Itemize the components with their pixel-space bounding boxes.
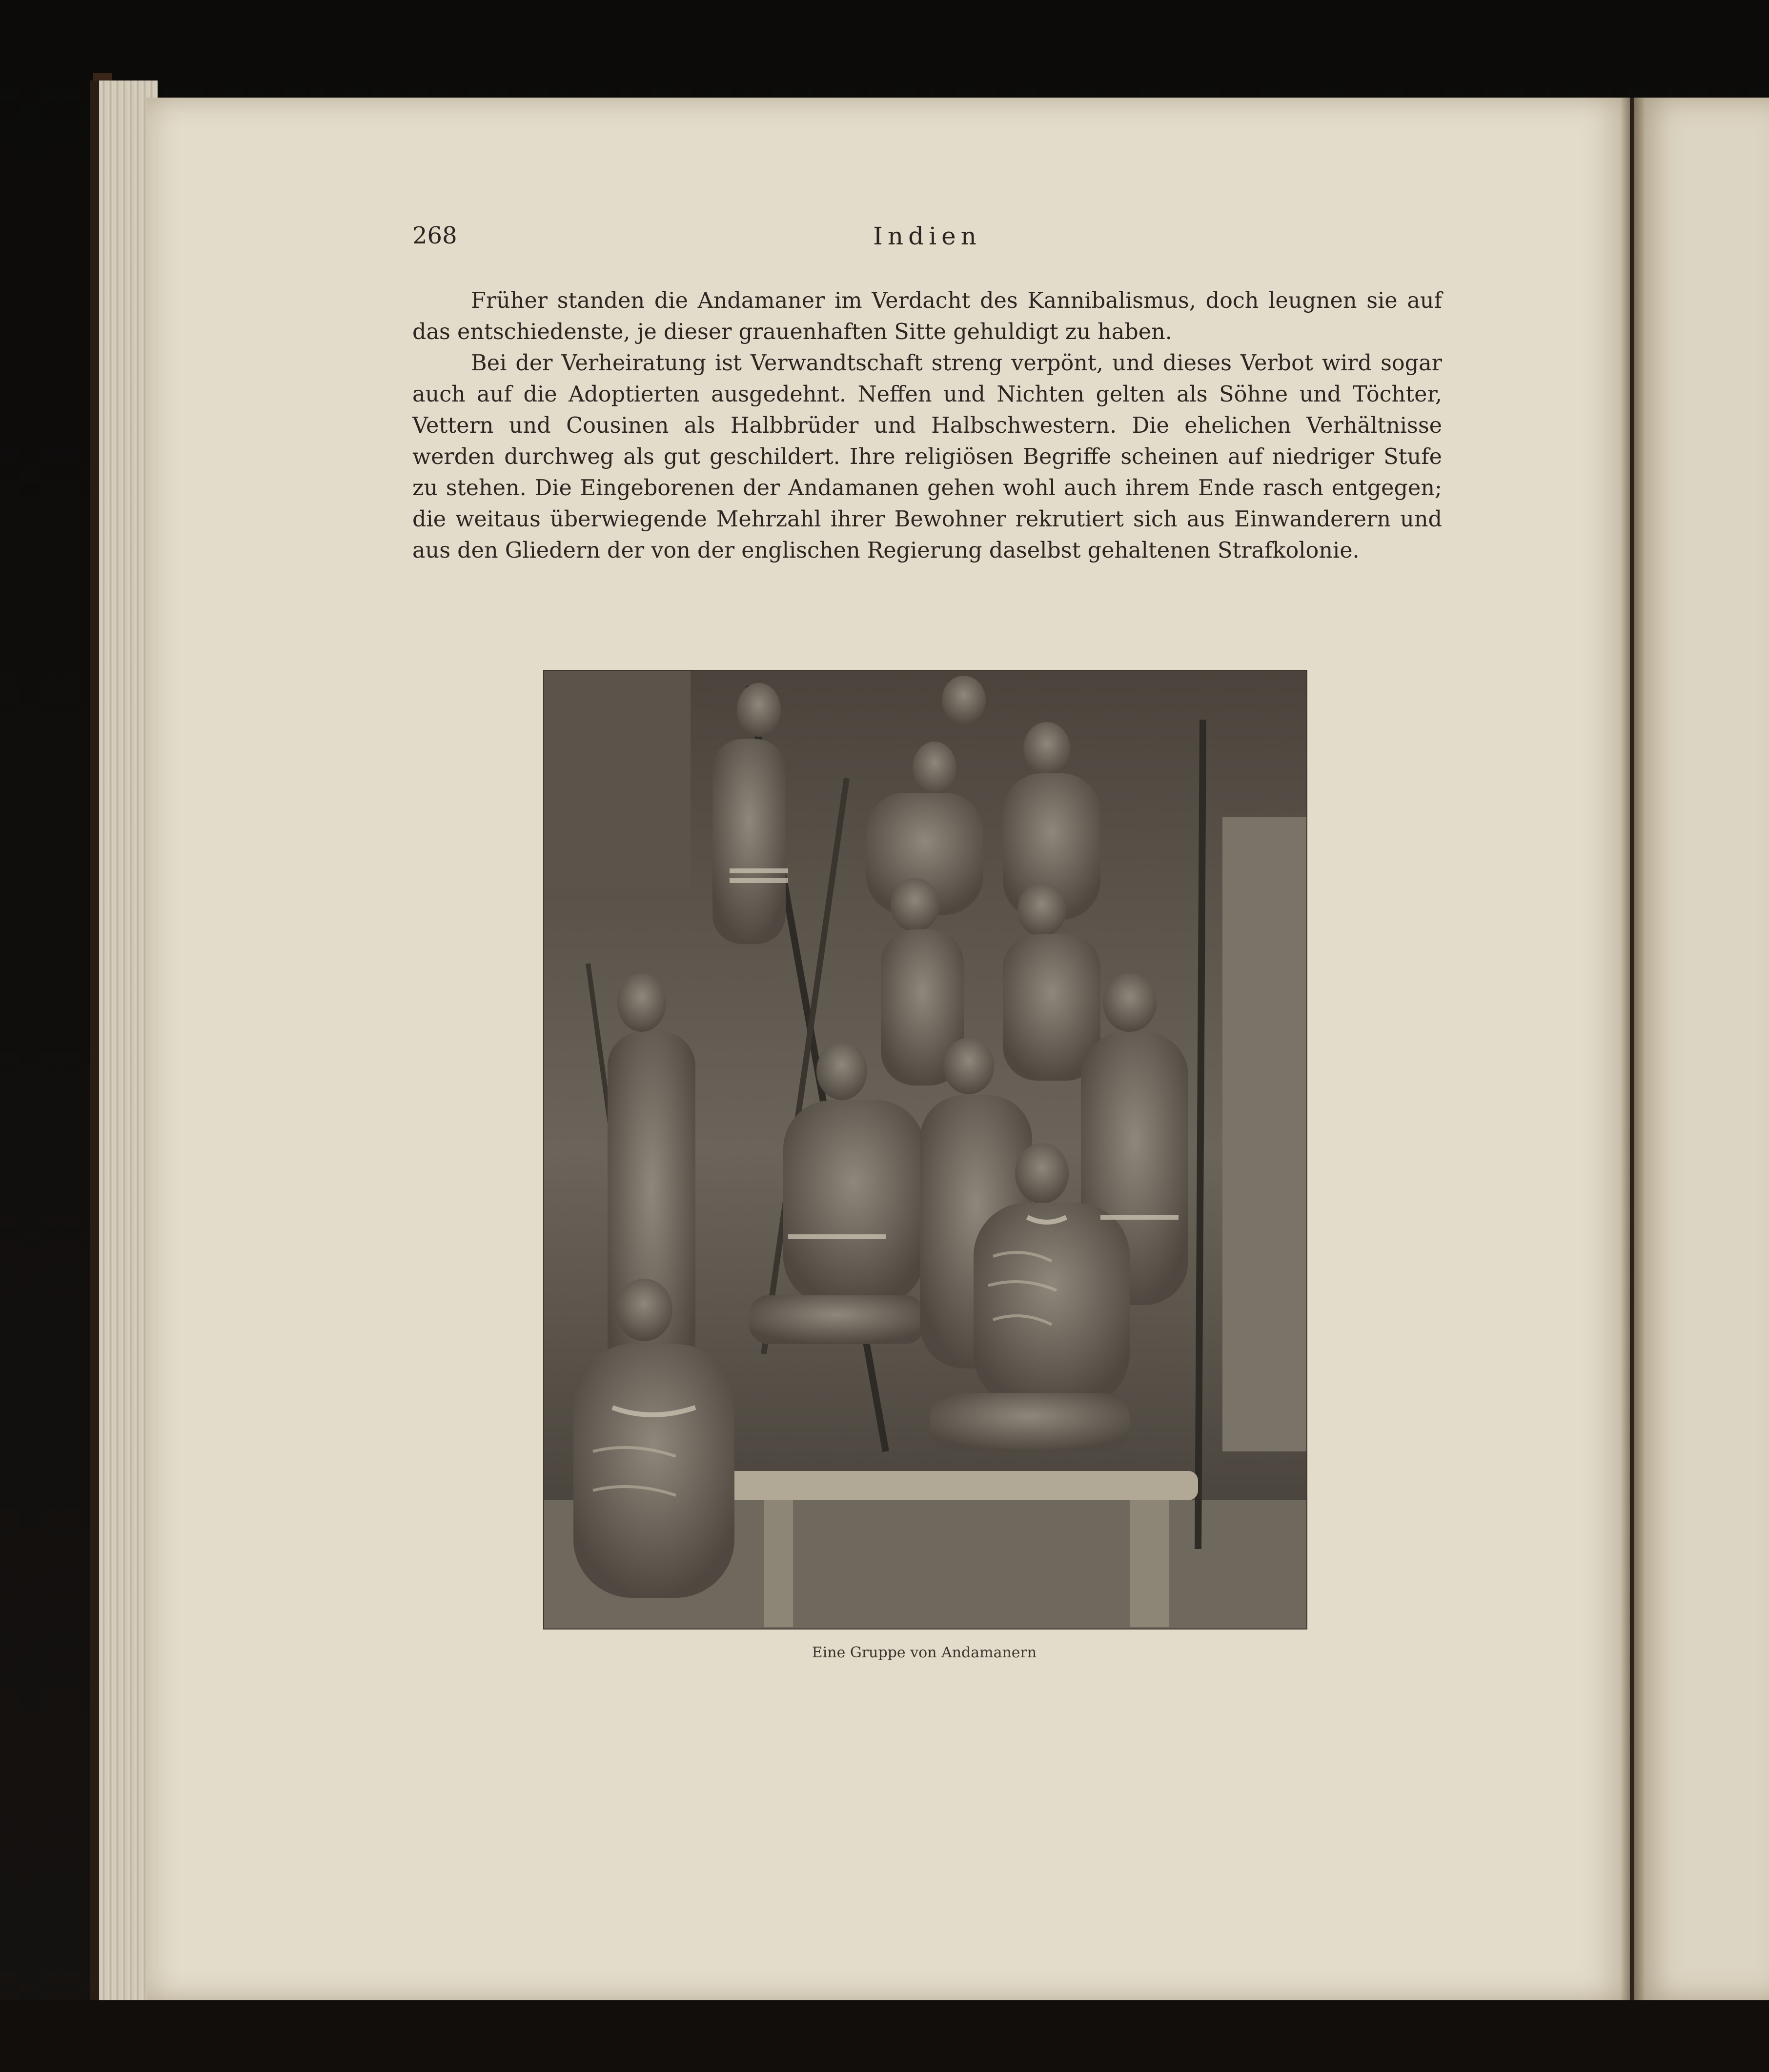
figure-caption: Eine Gruppe von Andamanern xyxy=(812,1644,1037,1661)
paragraph: Früher standen die Andamaner im Verdacht des Kannibalismus, doch leugnen sie auf das entschiedenste, je dieser grauenhaften Sitte gehuldigt zu haben. xyxy=(412,288,1442,344)
body-text xyxy=(412,285,1442,566)
running-head: Indien xyxy=(873,222,981,250)
photograph xyxy=(543,670,1307,1629)
book-gutter xyxy=(1620,98,1645,2000)
page-header xyxy=(412,222,1442,256)
group-photo-illustration xyxy=(544,671,1306,1629)
facing-page xyxy=(1634,98,1769,2000)
scan-bottom-edge xyxy=(0,2000,1769,2072)
paragraph: Bei der Verheiratung ist Verwandtschaft streng verpönt, und dieses Verbot wird sogar auch auf die Adoptierten ausgedehnt. Neffen und Nichten gelten als Söhne und Töchter, Vettern und Cousinen als Halbbrüder und Halbschwestern. Die ehelichen Verhältnisse werden durchweg als gut geschildert. Ihre religiösen Begriffe scheinen auf niedriger Stufe zu stehen. Die Eingeborenen der Andamanen gehen wohl auch ihrem Ende rasch entgegen; die weitaus überwiegende Mehrzahl ihrer Bewohner rekrutiert sich aus Einwanderern und aus den Gliedern der von der englischen Regierung daselbst gehaltenen Strafkolonie. xyxy=(412,351,1442,563)
page-number: 268 xyxy=(412,222,457,249)
